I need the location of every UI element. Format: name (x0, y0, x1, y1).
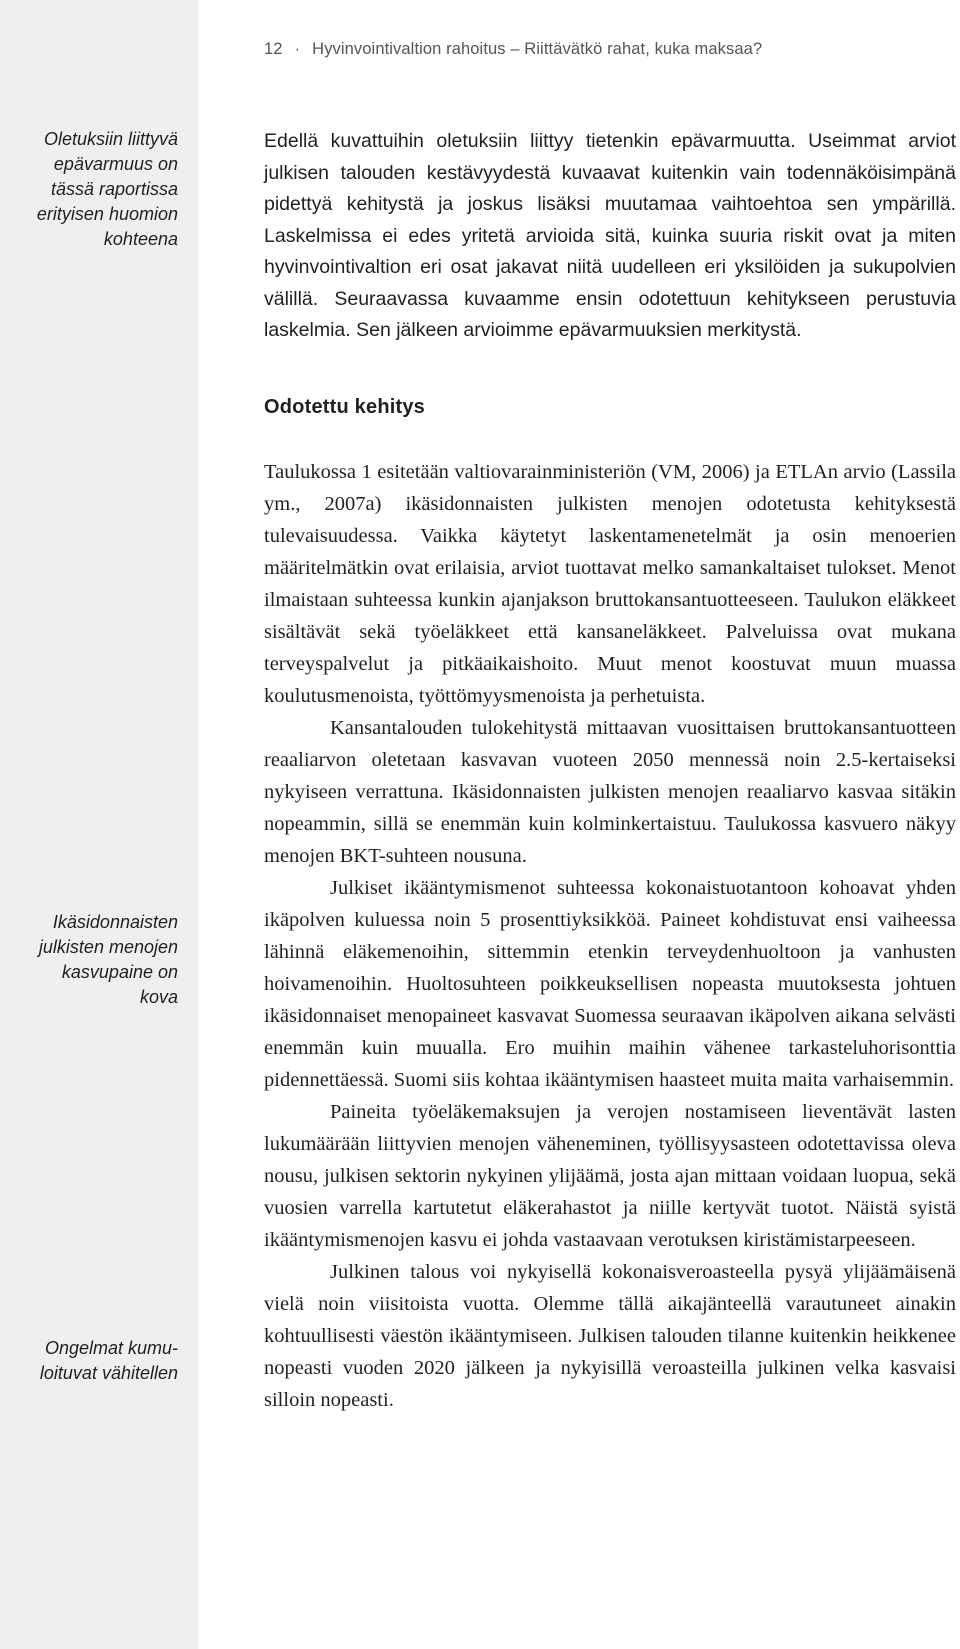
margin-column (0, 0, 198, 1649)
intro-paragraph: Edellä kuvattuihin oletuksiin liittyy tietenkin epävarmuutta. Useimmat arviot julkisen talouden kestävyydestä kuvaavat kuitenkin vain todennäköisimpänä pidettyä kehitystä ja joskus lisäksi muutamaa vaihtoehtoa sen ympärillä. Laskelmissa ei edes yritetä arvioida sitä, kuinka suuria riskit ovat ja miten hyvinvointivaltion eri osat jakavat niitä uudelleen eri yksilöiden ja sukupolvien välillä. Seuraavassa kuvaamme ensin odotettuun kehitykseen perustuvia laskelmia. Sen jälkeen arvioimme epävarmuuksien merkitystä. (264, 130, 956, 341)
intro-section (264, 126, 956, 347)
main-text (264, 456, 956, 1416)
paragraph: Kansantalouden tulokehitystä mittaavan vuosittaisen bruttokansantuotteen reaaliarvon oletetaan kasvavan vuoteen 2050 mennessä noin 2.5-kertaiseksi nykyiseen verrattuna. Ikäsidonnaisten julkisten menojen reaaliarvo kasvaa sitäkin nopeammin, sillä se enemmän kuin kolminkertaistuu. Taulukossa kasvuero näkyy menojen BKT-suhteen nousuna. (264, 717, 956, 867)
header-separator: · (294, 40, 301, 58)
running-header (264, 40, 762, 59)
paragraph: Julkiset ikääntymismenot suhteessa kokonaistuotantoon kohoavat yhden ikäpolven kuluessa noin 5 prosenttiyksikköä. Paineet kohdistuvat ensi vaiheessa lähinnä eläkemenoihin, sittemmin etenkin terveydenhuoltoon ja vanhusten hoivamenoihin. Huoltosuhteen poikkeuksellisen nopeasta muutoksesta johtuen ikäsidonnaiset menopaineet kasvavat Suomessa seuraavan ikäpolven aikana selvästi enemmän kuin muualla. Ero muihin maihin vähenee tarkasteluhorisonttia pidennettäessä. Suomi siis kohtaa ikääntymisen haasteet muita maita varhaisemmin. (264, 877, 956, 1091)
paragraph: Taulukossa 1 esitetään valtiovarainministeriön (VM, 2006) ja ETLAn arvio (Lassila ym., 2007a) ikäsidonnaisten julkisten menojen odotetusta kehityksestä tulevaisuudessa. Vaikka käytetyt laskentamenetelmät ja osin menoerien määritelmätkin ovat erilaisia, arviot tuottavat melko samankaltaiset tulokset. Menot ilmaistaan suhteessa kunkin ajanjakson bruttokansantuotteeseen. Taulukon eläkkeet sisältävät sekä työeläkkeet että kansaneläkkeet. Palveluissa ovat mukana terveyspalvelut ja pitkäaikaishoito. Muut menot koostuvat muun muassa koulutusmenoista, työttömyysmenoista ja perhetuista. (264, 461, 956, 707)
margin-note-uncertainty: Oletuksiin liittyvä epävarmuus on tässä raportissa erityisen huomion kohteena (36, 129, 178, 249)
running-title: Hyvinvointivaltion rahoitus – Riittävätkö rahat, kuka maksaa? (312, 40, 763, 58)
paragraph: Julkinen talous voi nykyisellä kokonaisveroasteella pysyä ylijäämäisenä vielä noin viisitoista vuotta. Olemme tällä aikajänteellä varautuneet ainakin kohtuullisesti väestön ikääntymiseen. Julkisen talouden tilanne kuitenkin heikkenee nopeasti vuoden 2020 jälkeen ja nykyisillä veroasteilla julkinen velka kasvaisi silloin nopeasti. (264, 1261, 956, 1411)
margin-note-problems: Ongelmat kumu- loituvat vähitellen (39, 1338, 178, 1383)
page-number: 12 (264, 40, 283, 58)
section-heading: Odotettu kehitys (264, 396, 425, 418)
paragraph: Paineita työeläkemaksujen ja verojen nostamiseen lieventävät lasten lukumäärään liittyvien menojen väheneminen, työllisyysasteen odotettavissa oleva nousu, julkisen sektorin nykyinen ylijäämä, josta ajan mittaan voidaan luopua, sekä vuosien varrella kartutetut eläkerahastot ja niille kertyvät tuotot. Näistä syistä ikääntymismenojen kasvu ei johda vastaavaan verotuksen kiristämistarpeeseen. (264, 1101, 956, 1251)
margin-note-spending-pressure: Ikäsidonnaisten julkisten menojen kasvupaine on kova (38, 912, 178, 1007)
